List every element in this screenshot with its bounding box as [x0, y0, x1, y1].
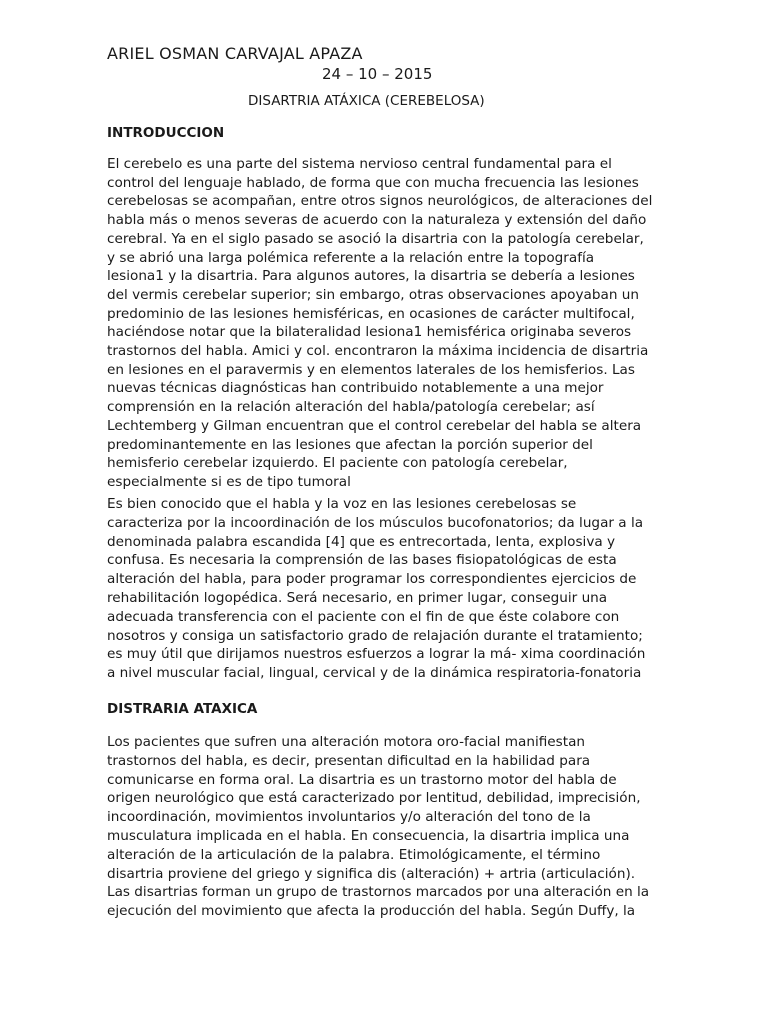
document-title: DISARTRIA ATÁXICA (CEREBELOSA): [248, 93, 485, 109]
ataxica-paragraph: [107, 733, 650, 921]
document-date: 24 – 10 – 2015: [322, 65, 433, 83]
text-line: alteración del habla, para poder programar los correspondientes ejercicios de: [107, 571, 637, 588]
text-line: comprensión en la relación alteración del habla/patología cerebelar; así: [107, 399, 595, 416]
text-line: Las disartrias forman un grupo de trastornos marcados por una alteración en la: [107, 884, 650, 901]
text-line: cerebral. Ya en el siglo pasado se asoció la disartria con la patología cerebelar,: [107, 230, 644, 247]
text-line: a nivel muscular facial, lingual, cervical y de la dinámica respiratoria-fonatoria: [107, 665, 642, 682]
text-line: trastornos del habla, es decir, presentan dificultad en la habilidad para: [107, 752, 591, 769]
text-line: rehabilitación logopédica. Será necesario, en primer lugar, conseguir una: [107, 589, 608, 606]
text-line: musculatura implicada en el habla. En consecuencia, la disartria implica una: [107, 827, 630, 844]
text-line: nuevas técnicas diagnósticas han contribuido notablemente a una mejor: [107, 380, 604, 397]
section-heading-introduccion: INTRODUCCION: [107, 125, 225, 141]
text-line: del vermis cerebelar superior; sin embargo, otras observaciones apoyaban un: [107, 286, 639, 303]
text-line: caracteriza por la incoordinación de los músculos bucofonatorios; da lugar a la: [107, 514, 644, 531]
text-line: en lesiones en el paravermis y en elementos laterales de los hemisferios. Las: [107, 361, 635, 378]
text-line: alteración de la articulación de la palabra. Etimológicamente, el término: [107, 846, 601, 863]
text-line: predominantemente en las lesiones que afectan la porción superior del: [107, 436, 593, 453]
text-line: haciéndose notar que la bilateralidad lesiona1 hemisférica originaba severos: [107, 324, 632, 341]
text-line: cerebelosas se acompañan, entre otros signos neurológicos, de alteraciones del: [107, 193, 653, 210]
text-line: nosotros y consiga un satisfactorio grado de relajación durante el tratamiento;: [107, 627, 643, 644]
text-line: adecuada transferencia con el paciente con el fin de que éste colabore con: [107, 608, 620, 625]
section-heading-distraria-ataxica: DISTRARIA ATAXICA: [107, 701, 258, 717]
intro-paragraph-2: [107, 495, 646, 683]
text-line: Lechtemberg y Gilman encuentran que el control cerebelar del habla se altera: [107, 417, 642, 434]
text-line: trastornos del habla. Amici y col. encontraron la máxima incidencia de disartria: [107, 343, 649, 360]
text-line: control del lenguaje hablado, de forma que con mucha frecuencia las lesiones: [107, 174, 639, 191]
text-line: y se abrió una larga polémica referente a la relación entre la topografía: [107, 249, 595, 266]
text-line: Es bien conocido que el habla y la voz en las lesiones cerebelosas se: [107, 496, 577, 512]
text-line: especialmente si es de tipo tumoral: [107, 473, 351, 490]
text-line: comunicarse en forma oral. La disartria es un trastorno motor del habla de: [107, 771, 617, 788]
text-line: habla más o menos severas de acuerdo con la naturaleza y extensión del daño: [107, 212, 647, 229]
text-line: El cerebelo es una parte del sistema nervioso central fundamental para el: [107, 156, 612, 172]
text-line: lesiona1 y la disartria. Para algunos autores, la disartria se debería a lesiones: [107, 268, 635, 285]
text-line: confusa. Es necesaria la comprensión de las bases fisiopatológicas de esta: [107, 552, 617, 569]
text-line: denominada palabra escandida [4] que es entrecortada, lenta, explosiva y: [107, 533, 616, 550]
author-name: ARIEL OSMAN CARVAJAL APAZA: [107, 44, 363, 63]
text-line: ejecución del movimiento que afecta la producción del habla. Según Duffy, la: [107, 903, 636, 920]
text-line: predominio de las lesiones hemisféricas, en ocasiones de carácter multifocal,: [107, 305, 635, 322]
intro-paragraph-1: [107, 155, 653, 492]
text-line: disartria proviene del griego y significa dis (alteración) + artria (articulación).: [107, 865, 636, 882]
text-line: incoordinación, movimientos involuntarios y/o alteración del tono de la: [107, 809, 591, 826]
text-line: hemisferio cerebelar izquierdo. El paciente con patología cerebelar,: [107, 455, 568, 472]
text-line: Los pacientes que sufren una alteración motora oro-facial manifiestan: [107, 734, 586, 750]
text-line: origen neurológico que está caracterizado por lentitud, debilidad, imprecisión,: [107, 790, 641, 807]
text-line: es muy útil que dirijamos nuestros esfuerzos a lograr la má- xima coordinación: [107, 646, 646, 663]
